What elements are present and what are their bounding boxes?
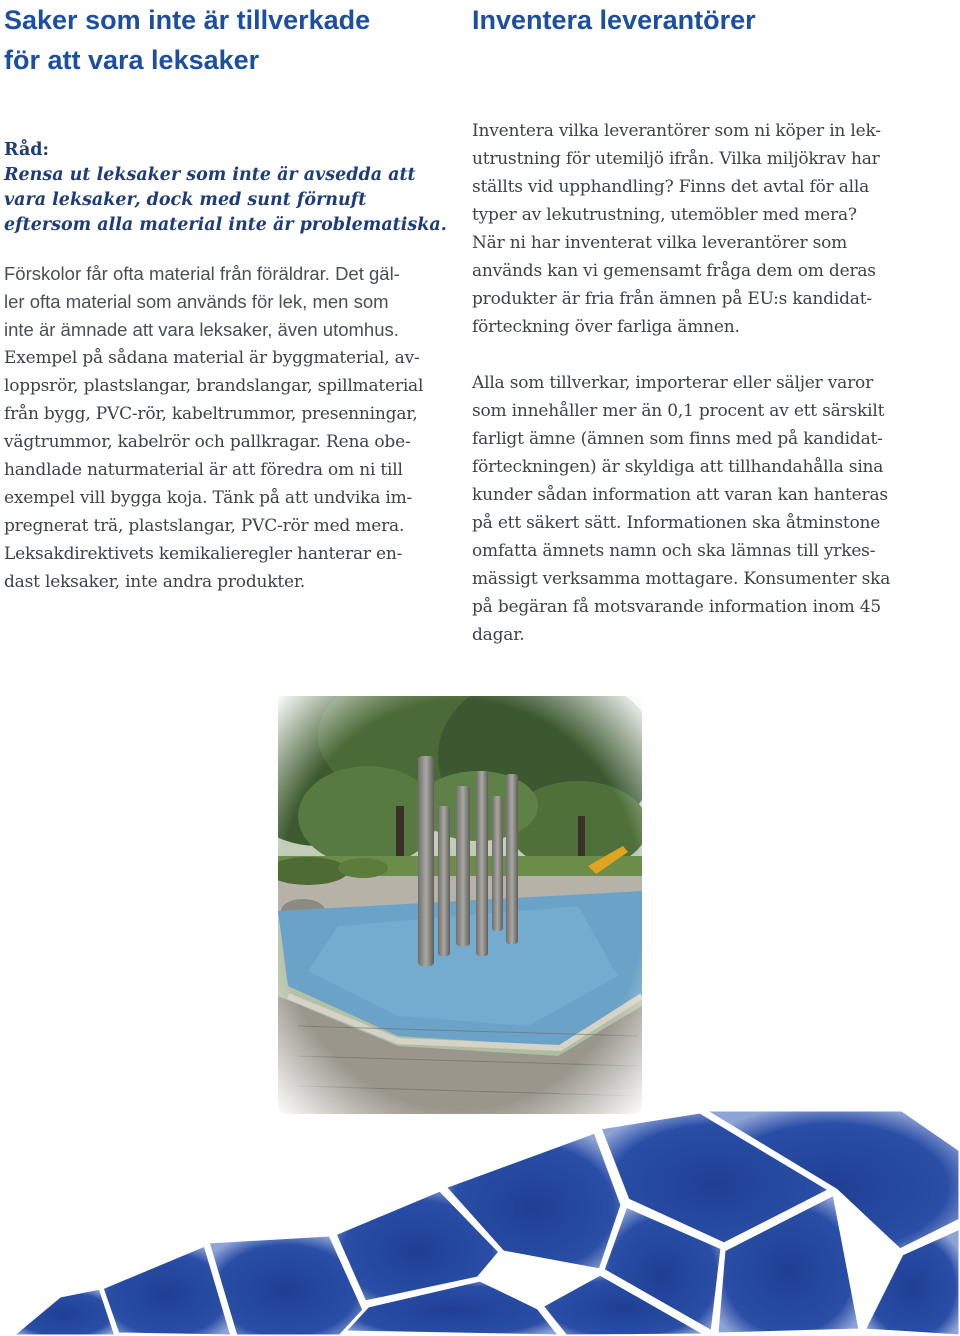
left-heading (4, 0, 452, 80)
body-line: som innehåller mer än 0,1 procent av ett särskilt (472, 401, 885, 421)
body-line: dagar. (472, 625, 525, 645)
intro-paragraph (4, 260, 452, 344)
left-heading-line2: för att vara leksaker (4, 45, 260, 75)
body-line: Alla som tillverkar, importerar eller säljer varor (472, 373, 874, 393)
body-line: loppsrör, plastslangar, brandslangar, spillmaterial (4, 376, 424, 396)
playground-illustration (278, 696, 642, 1114)
body-line: används kan vi gemensamt fråga dem om deras (472, 261, 876, 281)
body-line: pregnerat trä, plastslangar, PVC-rör med mera. (4, 516, 405, 536)
body-line: exempel vill bygga koja. Tänk på att undvika im- (4, 488, 413, 508)
playground-photo (278, 696, 642, 1114)
body-line: på ett säkert sätt. Informationen ska åtminstone (472, 513, 881, 533)
right-heading: Inventera leverantörer (472, 5, 756, 35)
body-line: förteckning över farliga ämnen. (472, 317, 740, 337)
advice-line: vara leksaker, dock med sunt förnuft (4, 190, 367, 210)
inventory-paragraph (472, 117, 952, 341)
body-line: vägtrummor, kabelrör och pallkragar. Rena obe- (4, 432, 411, 452)
blue-mosaic-decoration (0, 1110, 960, 1336)
intro-line: inte är ämnade att vara leksaker, även utomhus. (4, 319, 399, 340)
advice-label: Råd: (4, 140, 49, 160)
body-line: ställts vid upphandling? Finns det avtal för alla (472, 177, 870, 197)
examples-paragraph (4, 344, 452, 596)
body-line: farligt ämne (ämnen som finns med på kandidat- (472, 429, 883, 449)
right-column (472, 0, 952, 649)
body-line: kunder sådan information att varan kan hanteras (472, 485, 888, 505)
advice-line: Rensa ut leksaker som inte är avsedda att (4, 165, 416, 185)
body-line: på begäran få motsvarande information inom 45 (472, 597, 881, 617)
body-line: produkter är fria från ämnen på EU:s kandidat- (472, 289, 872, 309)
left-column (4, 0, 452, 596)
left-heading-line1: Saker som inte är tillverkade (4, 5, 371, 35)
body-line: handlade naturmaterial är att föredra om ni till (4, 460, 403, 480)
advice-line: eftersom alla material inte är problematiska. (4, 215, 447, 235)
advice-block (4, 138, 452, 238)
body-line: Leksakdirektivets kemikalieregler hanterar en- (4, 544, 403, 564)
body-line: Inventera vilka leverantörer som ni köper in lek- (472, 121, 881, 141)
body-line: Exempel på sådana material är byggmaterial, av- (4, 348, 420, 368)
body-line: dast leksaker, inte andra produkter. (4, 572, 306, 592)
body-line: förteckningen) är skyldiga att tillhandahålla sina (472, 457, 884, 477)
body-line: När ni har inventerat vilka leverantörer som (472, 233, 848, 253)
body-line: mässigt verksamma mottagare. Konsumenter ska (472, 569, 891, 589)
obligation-paragraph (472, 369, 952, 649)
body-line: från bygg, PVC-rör, kabeltrummor, presenningar, (4, 404, 418, 424)
intro-line: ler ofta material som används för lek, men som (4, 291, 389, 312)
body-line: omfatta ämnets namn och ska lämnas till yrkes- (472, 541, 876, 561)
intro-line: Förskolor får ofta material från föräldrar. Det gäl- (4, 263, 400, 284)
body-line: utrustning för utemiljö ifrån. Vilka miljökrav har (472, 149, 880, 169)
body-line: typer av lekutrustning, utemöbler med mera? (472, 205, 857, 225)
